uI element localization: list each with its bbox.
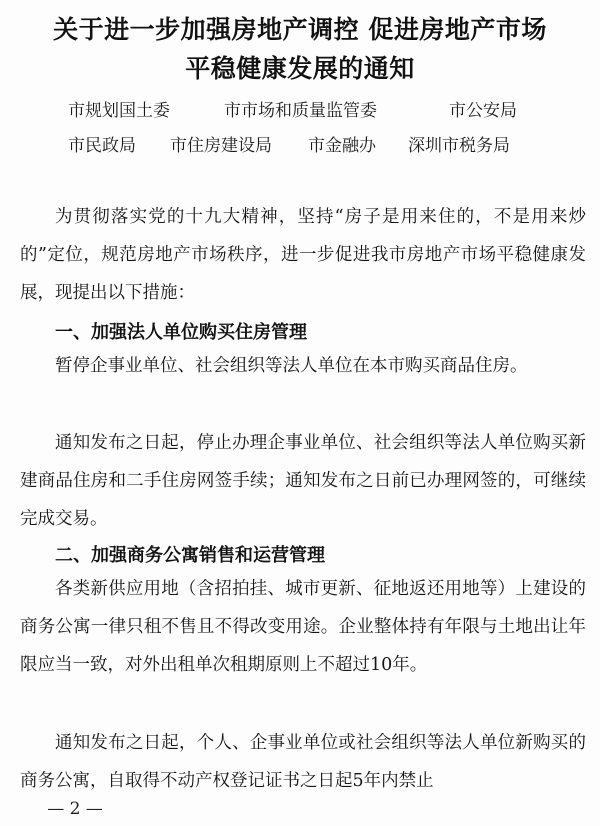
section-1-heading: 一、加强法人单位购买住房管理 [55,322,307,343]
document-title-line-1: 关于进一步加强房地产调控 促进房地产市场 [53,15,547,44]
section-2-heading: 二、加强商务公寓销售和运营管理 [55,545,325,566]
section-1-paragraph-1: 暂停企事业单位、社会组织等法人单位在本市购买商品住房。 [55,356,528,376]
issuer-market-quality-committee: 市市场和质量监管委 [224,101,377,121]
issuer-financial-office: 市金融办 [308,136,376,156]
section-2-paragraph-1: 各类新供应用地（含招拍挂、城市更新、征地返还用地等）上建设的商务公寓一律只租不售且不得改变用途。企业整体持有年限与土地出让年限应当一致，对外出租单次租期原则上不超过10年。 [20,579,586,675]
issuer-housing-construction-bureau: 市住房建设局 [170,136,272,156]
issuer-public-security-bureau: 市公安局 [449,101,517,121]
section-1-paragraph-2: 通知发布之日起，停止办理企事业单位、社会组织等法人单位购买新建商品住房和二手住房网签手续；通知发布之日前已办理网签的，可继续完成交易。 [20,433,586,529]
issuer-civil-affairs-bureau: 市民政局 [68,136,136,156]
issuer-tax-bureau: 深圳市税务局 [408,136,510,156]
issuer-planning-land-committee: 市规划国土委 [68,101,170,121]
document-title-line-2: 平稳健康发展的通知 [185,54,415,83]
page-number: — 2 — [47,799,103,819]
section-2-paragraph-2: 通知发布之日起，个人、企事业单位或社会组织等法人单位新购买的商务公寓，自取得不动产权登记证书之日起5年内禁止 [20,733,586,791]
intro-paragraph: 为贯彻落实党的十九大精神，坚持“房子是用来住的，不是用来炒的”定位，规范房地产市场秩序，进一步促进我市房地产市场平稳健康发展，现提出以下措施： [20,207,586,303]
